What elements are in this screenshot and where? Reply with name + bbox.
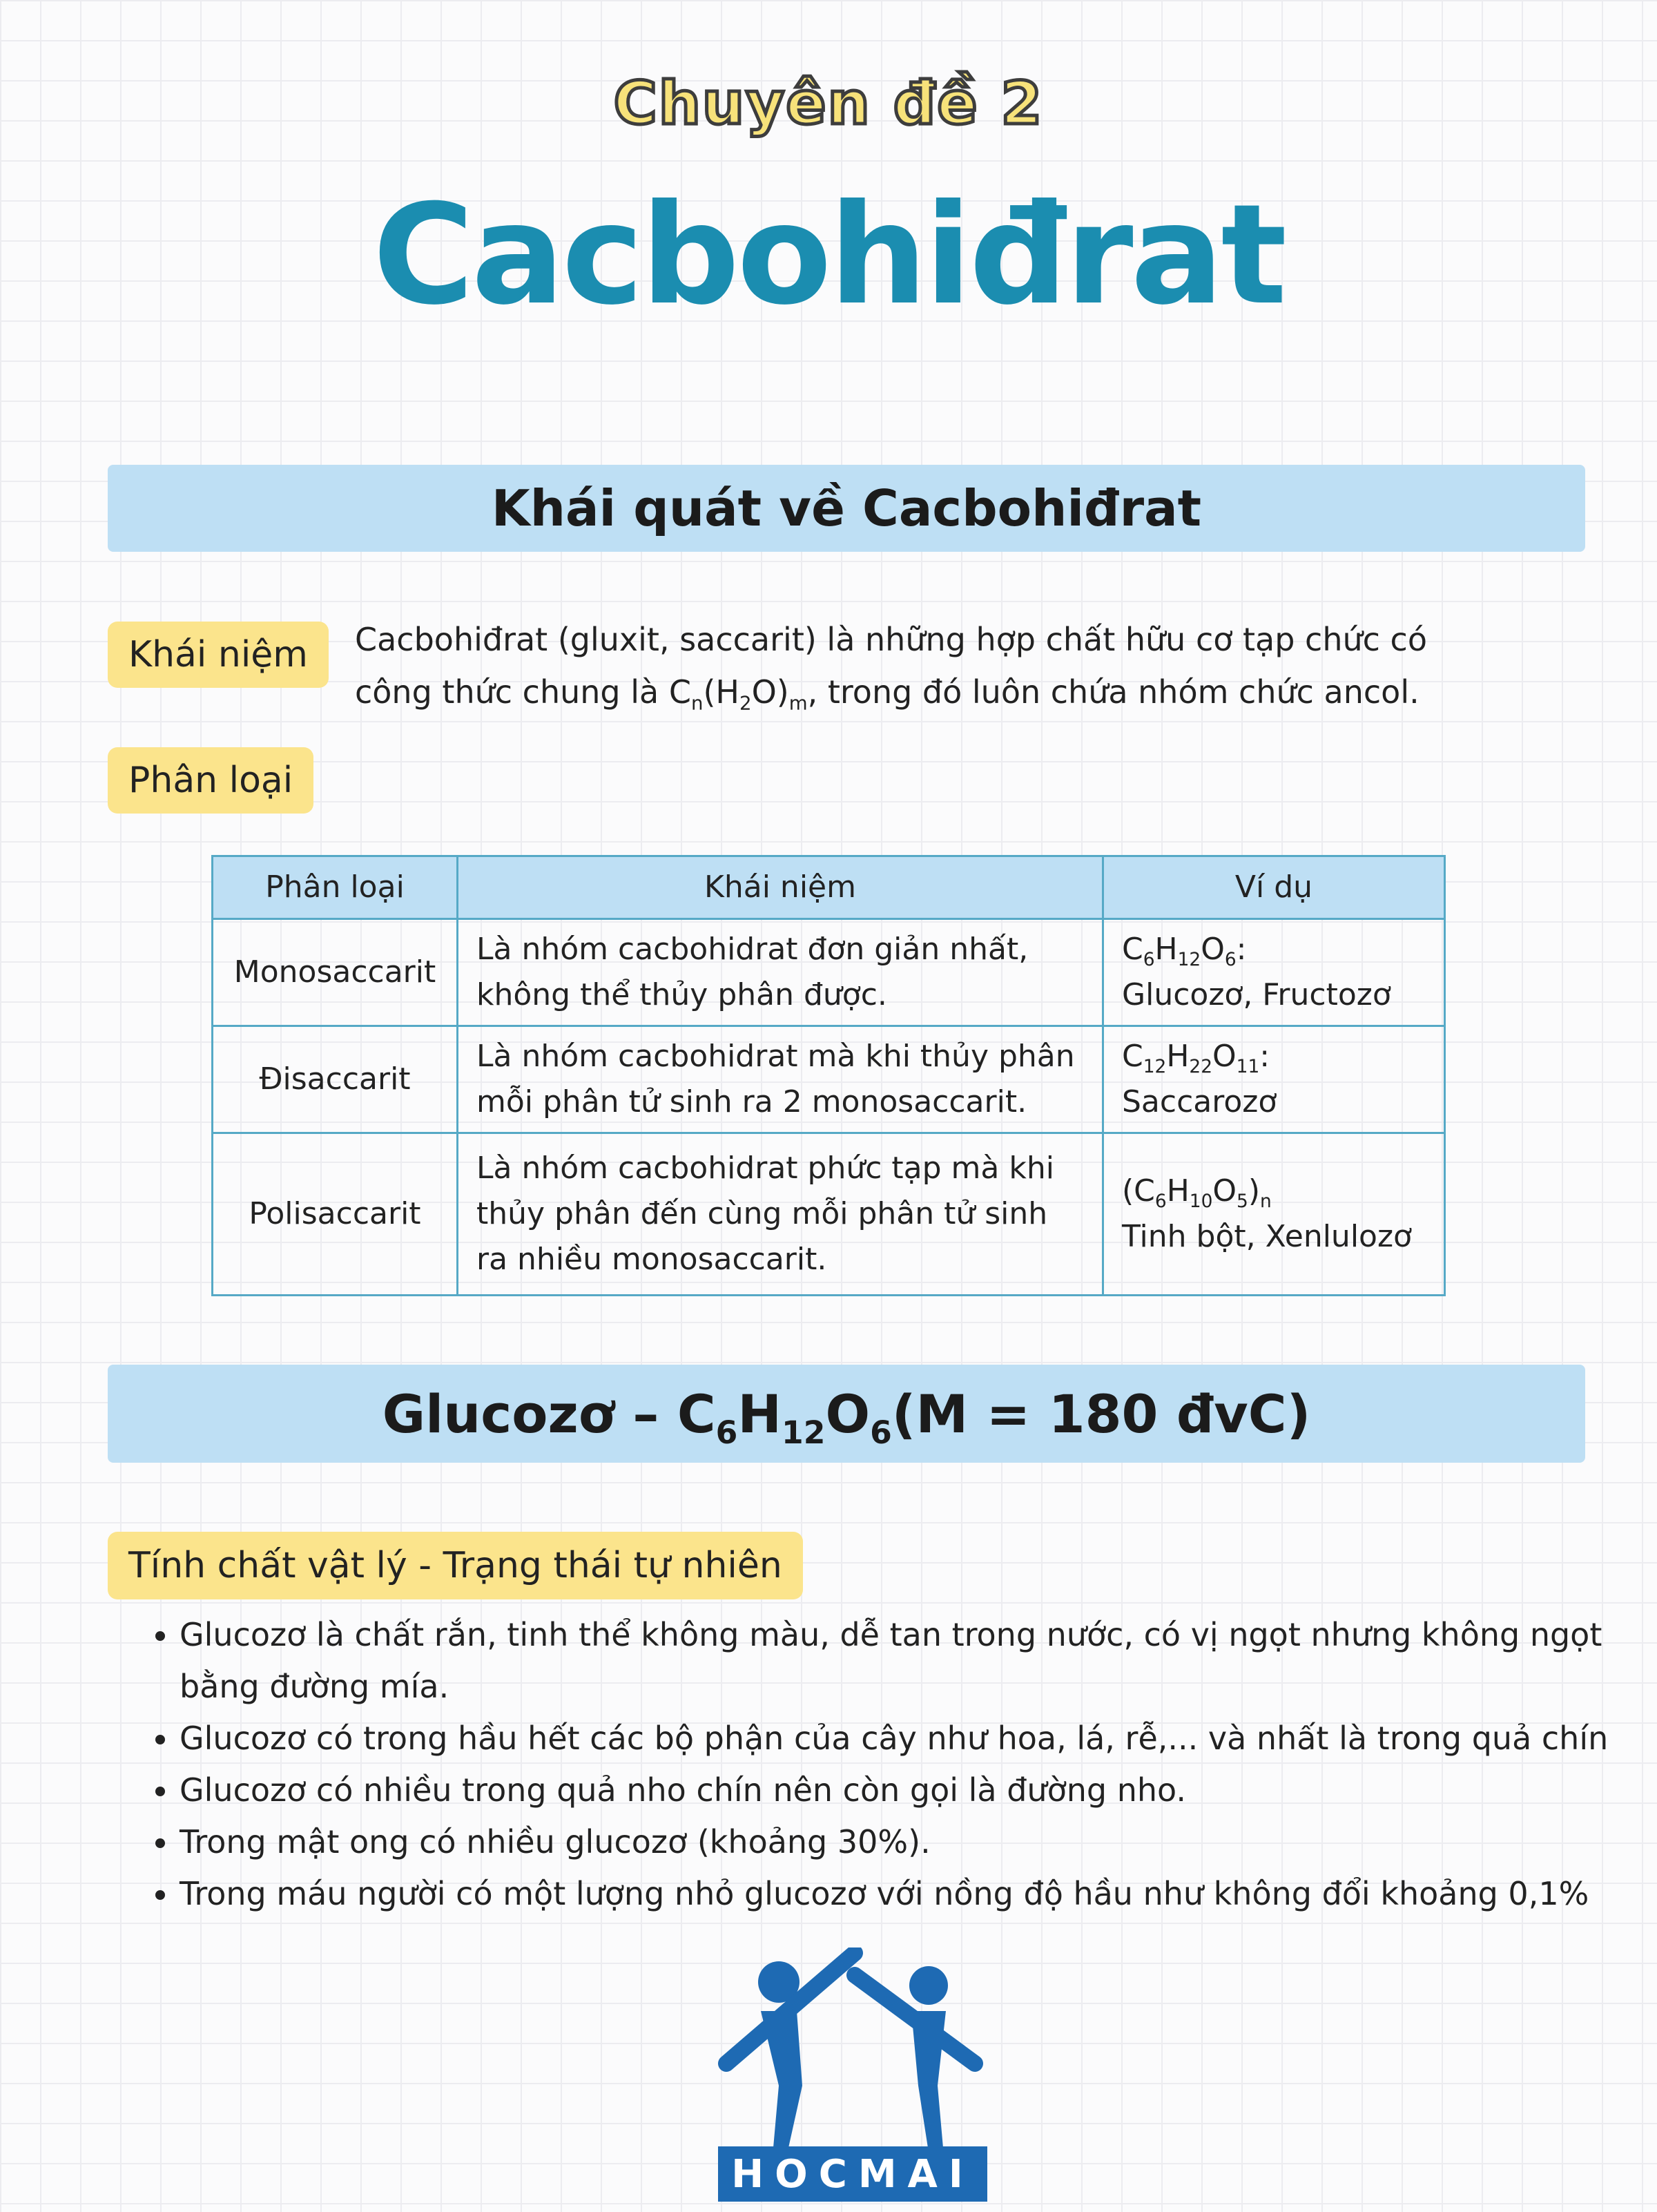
row-example: [1103, 919, 1445, 1026]
facts-list: [138, 1609, 1616, 1920]
list-item: • Glucozơ là chất rắn, tinh thể không màu, dễ tan trong nước, có vị ngọt nhưng không ngọt bằng đường mía.: [180, 1609, 1616, 1713]
example-names: Saccarozơ: [1122, 1084, 1277, 1119]
topic-subtitle: Chuyên đề 2: [613, 69, 1044, 138]
concept-text: [355, 613, 1494, 718]
glucose-heading-suffix: (M = 180 đvC): [891, 1383, 1311, 1445]
list-item: • Trong mật ong có nhiều glucozơ (khoảng 30%).: [180, 1816, 1616, 1868]
section-heading-overview: Khái quát về Cacbohiđrat: [108, 465, 1585, 552]
row-example: [1103, 1133, 1445, 1296]
row-type: Đisaccarit: [213, 1026, 458, 1133]
row-type: Monosaccarit: [213, 919, 458, 1026]
table-header-type: Phân loại: [213, 856, 458, 919]
glucose-heading-prefix: Glucozơ –: [382, 1383, 659, 1445]
concept-text-part2: , trong đó luôn chứa nhóm chức ancol.: [807, 673, 1419, 711]
example-names: Glucozơ, Fructozơ: [1122, 977, 1391, 1012]
table-row: [213, 1026, 1445, 1133]
table-header-row: [213, 856, 1445, 919]
list-item: • Glucozơ có trong hầu hết các bộ phận của cây như hoa, lá, rễ,... và nhất là trong quả chín: [180, 1713, 1616, 1764]
glucose-formula: $C_6H_{12}O_6$: [677, 1383, 892, 1451]
classification-tag: Phân loại: [108, 747, 313, 814]
row-concept: Là nhóm cacbohidrat phức tạp mà khi thủy phân đến cùng mỗi phân tử sinh ra nhiều monosaccarit.: [458, 1133, 1103, 1296]
list-item: • Trong máu người có một lượng nhỏ glucozơ với nồng độ hầu như không đổi khoảng 0,1%: [180, 1868, 1616, 1920]
table-header-example: Ví dụ: [1103, 856, 1445, 919]
hocmai-logo: [718, 1947, 987, 2203]
page-title: Cacbohiđrat: [372, 175, 1285, 336]
example-formula: $C_6H_{12}O_6$:: [1122, 932, 1247, 971]
physical-properties-tag: Tính chất vật lý - Trạng thái tự nhiên: [108, 1532, 803, 1599]
logo-text: HOCMAI: [718, 2146, 987, 2202]
table-row: [213, 919, 1445, 1026]
row-example: [1103, 1026, 1445, 1133]
logo-figures-icon: [718, 1947, 987, 2148]
row-concept: Là nhóm cacbohidrat đơn giản nhất, không thể thủy phân được.: [458, 919, 1103, 1026]
section-heading-glucose: [108, 1365, 1585, 1463]
example-names: Tinh bột, Xenlulozơ: [1122, 1219, 1412, 1254]
example-formula: $(C_6H_{10}O_5)_n$: [1122, 1173, 1272, 1213]
row-type: Polisaccarit: [213, 1133, 458, 1296]
concept-tag: Khái niệm: [108, 622, 329, 688]
concept-text-part1: Cacbohiđrat (gluxit, saccarit) là những hợp chất hữu cơ tạp chức có công thức chung là: [355, 621, 1427, 711]
list-item: • Glucozơ có nhiều trong quả nho chín nên còn gọi là đường nho.: [180, 1764, 1616, 1816]
general-formula: $C_n(H_2O)_m$: [668, 673, 808, 715]
classification-table: [211, 855, 1446, 1296]
example-formula: $C_{12}H_{22}O_{11}$:: [1122, 1039, 1270, 1078]
table-header-concept: Khái niệm: [458, 856, 1103, 919]
row-concept: Là nhóm cacbohidrat mà khi thủy phân mỗi phân tử sinh ra 2 monosaccarit.: [458, 1026, 1103, 1133]
table-row: [213, 1133, 1445, 1296]
